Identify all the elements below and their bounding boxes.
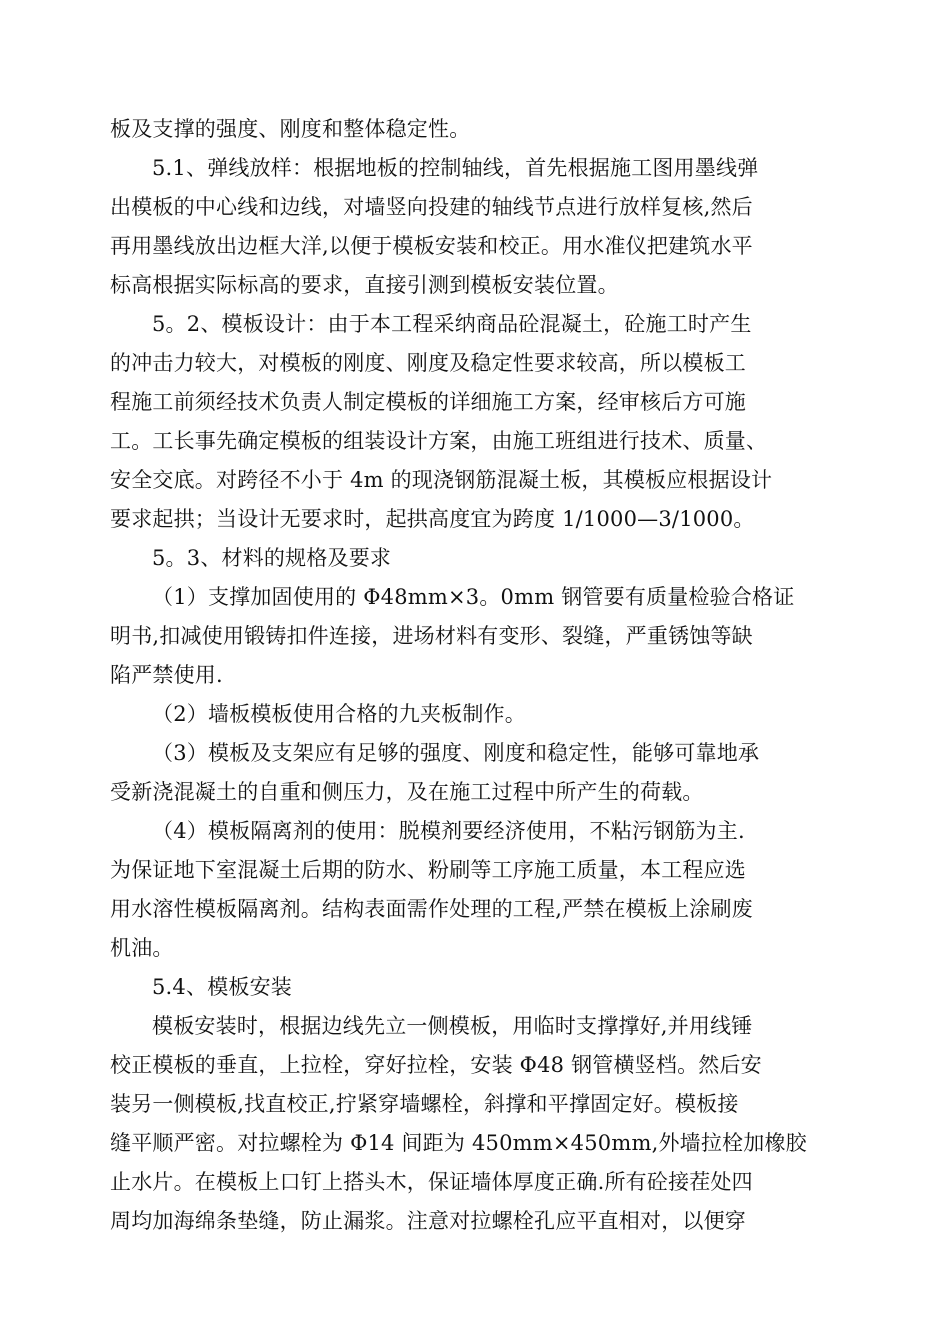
text-line: 陷严禁使用.: [110, 663, 223, 687]
list-item-3-line: （3）模板及支架应有足够的强度、刚度和稳定性，能够可靠地承: [152, 741, 760, 765]
text-line: 机油。: [110, 936, 174, 960]
text-line: 用水溶性模板隔离剂。结构表面需作处理的工程,严禁在模板上涂刷废: [110, 897, 753, 921]
text-line: 受新浇混凝土的自重和侧压力，及在施工过程中所产生的荷载。: [110, 780, 704, 804]
list-item-1-line: （1）支撑加固使用的 Φ48mm×3。0mm 钢管要有质量检验合格证: [152, 585, 795, 609]
text-line: 止水片。在模板上口钉上搭头木，保证墙体厚度正确.所有砼接茬处四: [110, 1170, 753, 1194]
text-line: 明书,扣减使用锻铸扣件连接，进场材料有变形、裂缝，严重锈蚀等缺: [110, 624, 753, 648]
text-line: 板及支撑的强度、刚度和整体稳定性。: [110, 117, 471, 141]
text-line: 缝平顺严密。对拉螺栓为 Φ14 间距为 450mm×450mm,外墙拉栓加橡胶: [110, 1131, 807, 1155]
text-line: 周均加海绵条垫缝，防止漏浆。注意对拉螺栓孔应平直相对，以便穿: [110, 1209, 746, 1233]
section-5-3-heading: 5。3、材料的规格及要求: [152, 546, 392, 570]
list-item-2-line: （2）墙板模板使用合格的九夹板制作。: [152, 702, 526, 726]
section-5-2-heading-line: 5。2、模板设计：由于本工程采纳商品砼混凝土，砼施工时产生: [152, 312, 752, 336]
section-5-4-heading: 5.4、模板安装: [152, 975, 292, 999]
text-line: 要求起拱；当设计无要求时，起拱高度宜为跨度 1/1000—3/1000。: [110, 507, 755, 531]
text-line: 再用墨线放出边框大洋,以便于模板安装和校正。用水准仪把建筑水平: [110, 234, 753, 258]
text-line: 出模板的中心线和边线，对墙竖向投建的轴线节点进行放样复核,然后: [110, 195, 753, 219]
text-line: 的冲击力较大，对模板的刚度、刚度及稳定性要求较高，所以模板工: [110, 351, 746, 375]
list-item-4-line: （4）模板隔离剂的使用：脱模剂要经济使用，不粘污钢筋为主.: [152, 819, 745, 843]
text-line: 为保证地下室混凝土后期的防水、粉刷等工序施工质量，本工程应选: [110, 858, 746, 882]
section-5-1-heading-line: 5.1、弹线放样：根据地板的控制轴线，首先根据施工图用墨线弹: [152, 156, 759, 180]
paragraph-first-line: 模板安装时，根据边线先立一侧模板，用临时支撑撑好,并用线锤: [152, 1014, 753, 1038]
text-line: 标高根据实际标高的要求，直接引测到模板安装位置。: [110, 273, 619, 297]
text-line: 装另一侧模板,找直校正,拧紧穿墙螺栓，斜撑和平撑固定好。模板接: [110, 1092, 739, 1116]
text-line: 工。工长事先确定模板的组装设计方案，由施工班组进行技术、质量、: [110, 429, 768, 453]
text-line: 程施工前须经技术负责人制定模板的详细施工方案，经审核后方可施: [110, 390, 746, 414]
text-line: 安全交底。对跨径不小于 4m 的现浇钢筋混凝土板，其模板应根据设计: [110, 468, 773, 492]
text-line: 校正模板的垂直，上拉栓，穿好拉栓，安装 Φ48 钢管横竖档。然后安: [110, 1053, 762, 1077]
